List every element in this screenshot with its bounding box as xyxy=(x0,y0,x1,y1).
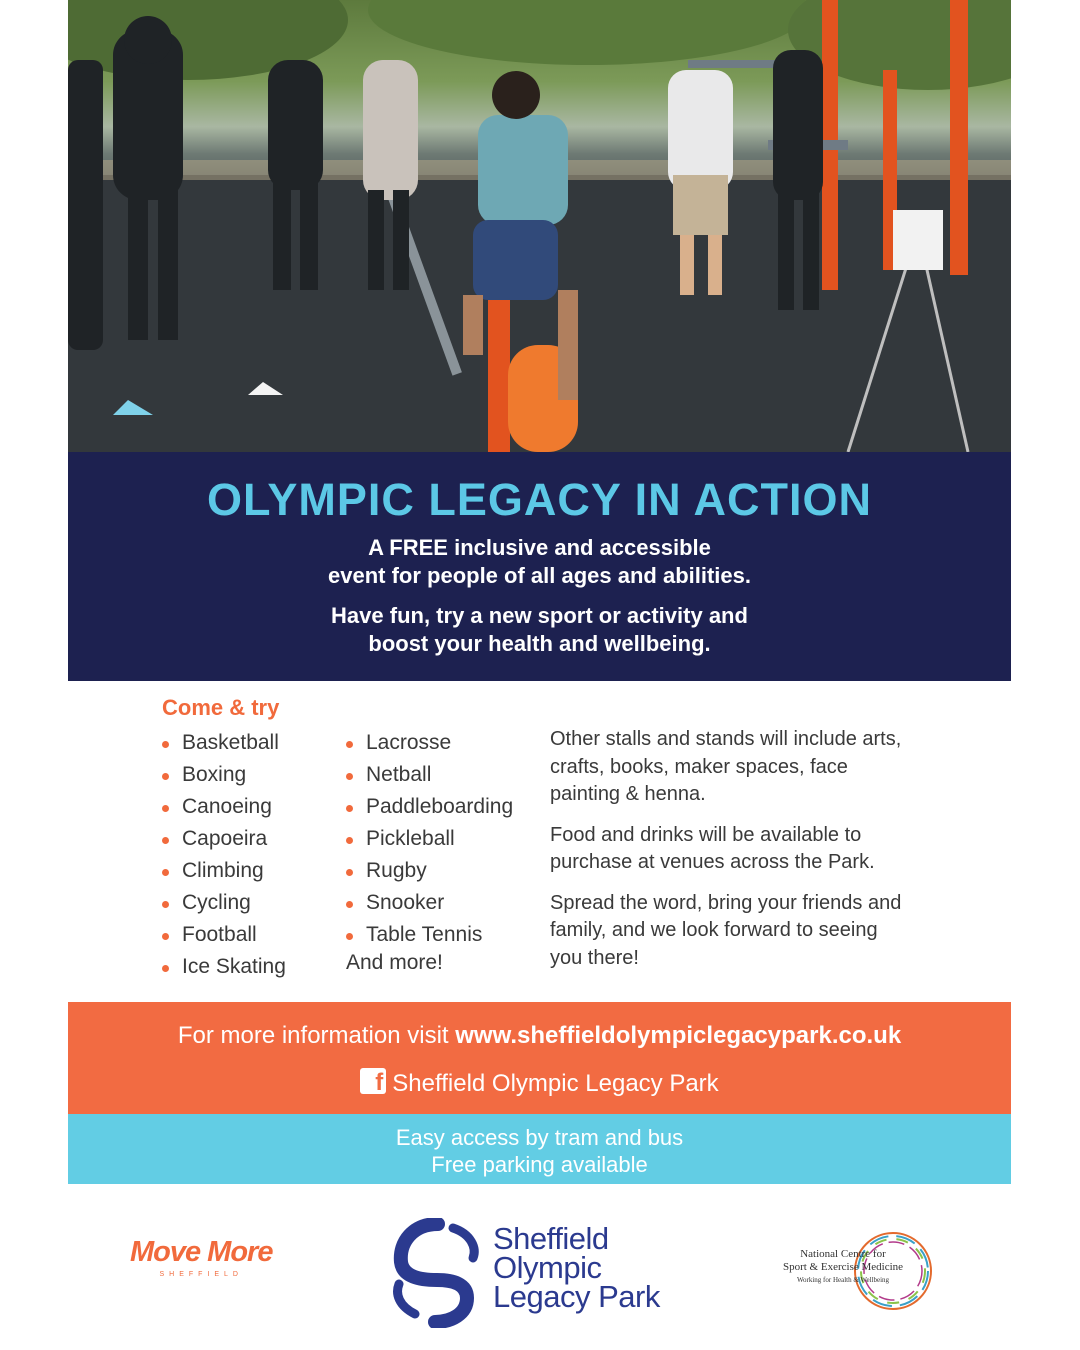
bullet-icon xyxy=(162,837,169,844)
bullet-icon xyxy=(162,933,169,940)
bullet-icon xyxy=(346,933,353,940)
facebook-line[interactable] xyxy=(68,1068,1011,1098)
bullet-icon xyxy=(346,869,353,876)
poster xyxy=(68,0,1011,1350)
bullet-icon xyxy=(162,965,169,972)
sopl-logo: Sheffield Olympic Legacy Park xyxy=(393,1218,693,1328)
list-item: Boxing xyxy=(162,759,286,791)
list-item: Cycling xyxy=(162,887,286,919)
list-item: Table Tennis xyxy=(346,919,513,951)
list-item: Paddleboarding xyxy=(346,791,513,823)
and-more-text: And more! xyxy=(346,951,443,974)
bullet-icon xyxy=(162,869,169,876)
facebook-icon: f xyxy=(360,1068,386,1094)
partner-logos xyxy=(68,1184,1011,1350)
bullet-icon xyxy=(346,773,353,780)
website-line: For more information visit www.sheffieldolympiclegacypark.co.uk xyxy=(177,1022,902,1049)
list-item: Canoeing xyxy=(162,791,286,823)
info-paragraph: Other stalls and stands will include arts, crafts, books, maker spaces, face painting & henna. xyxy=(550,728,902,805)
bullet-icon xyxy=(346,901,353,908)
info-paragraph: Spread the word, bring your friends and family, and we look forward to seeing you there! xyxy=(550,891,902,969)
activities-heading: Come & try xyxy=(162,695,280,720)
bullet-icon xyxy=(346,837,353,844)
hero-photo xyxy=(68,0,1011,452)
list-item: Rugby xyxy=(346,855,513,887)
access-text: Easy access by tram and bus xyxy=(395,1125,684,1150)
activities-list-1 xyxy=(162,727,286,983)
list-item: Netball xyxy=(346,759,513,791)
contact-banner xyxy=(68,1002,1011,1114)
move-more-logo: Move More SHEFFIELD xyxy=(130,1236,273,1278)
list-item: Pickleball xyxy=(346,823,513,855)
activities-section xyxy=(68,681,1011,1002)
bullet-icon xyxy=(162,901,169,908)
list-item: Lacrosse xyxy=(346,727,513,759)
headline-banner xyxy=(68,452,1011,681)
list-item: Climbing xyxy=(162,855,286,887)
event-info xyxy=(550,726,910,985)
bullet-icon xyxy=(162,773,169,780)
list-item: Snooker xyxy=(346,887,513,919)
parking-text: Free parking available xyxy=(431,1152,648,1177)
intro-text: A FREE inclusive and accessible event for people of all ages and abilities. xyxy=(328,535,751,588)
list-item: Football xyxy=(162,919,286,951)
list-item: Ice Skating xyxy=(162,951,286,983)
access-banner xyxy=(68,1114,1011,1184)
intro-text-2: Have fun, try a new sport or activity and boost your health and wellbeing. xyxy=(331,603,748,656)
bullet-icon xyxy=(346,805,353,812)
website-link[interactable]: www.sheffieldolympiclegacypark.co.uk xyxy=(455,1022,902,1049)
page-title: OLYMPIC LEGACY IN ACTION xyxy=(207,474,872,525)
facebook-page-name: Sheffield Olympic Legacy Park xyxy=(392,1070,719,1097)
bullet-icon xyxy=(346,741,353,748)
info-paragraph: Food and drinks will be available to purchase at venues across the Park. xyxy=(550,823,875,873)
bullet-icon xyxy=(162,805,169,812)
list-item: Capoeira xyxy=(162,823,286,855)
list-item: Basketball xyxy=(162,727,286,759)
activities-list-2 xyxy=(346,727,513,951)
sopl-mark-icon xyxy=(393,1218,483,1328)
bullet-icon xyxy=(162,741,169,748)
ncsem-logo: National Centre for Sport & Exercise Medicine Working for Health & Wellbeing xyxy=(758,1226,948,1316)
